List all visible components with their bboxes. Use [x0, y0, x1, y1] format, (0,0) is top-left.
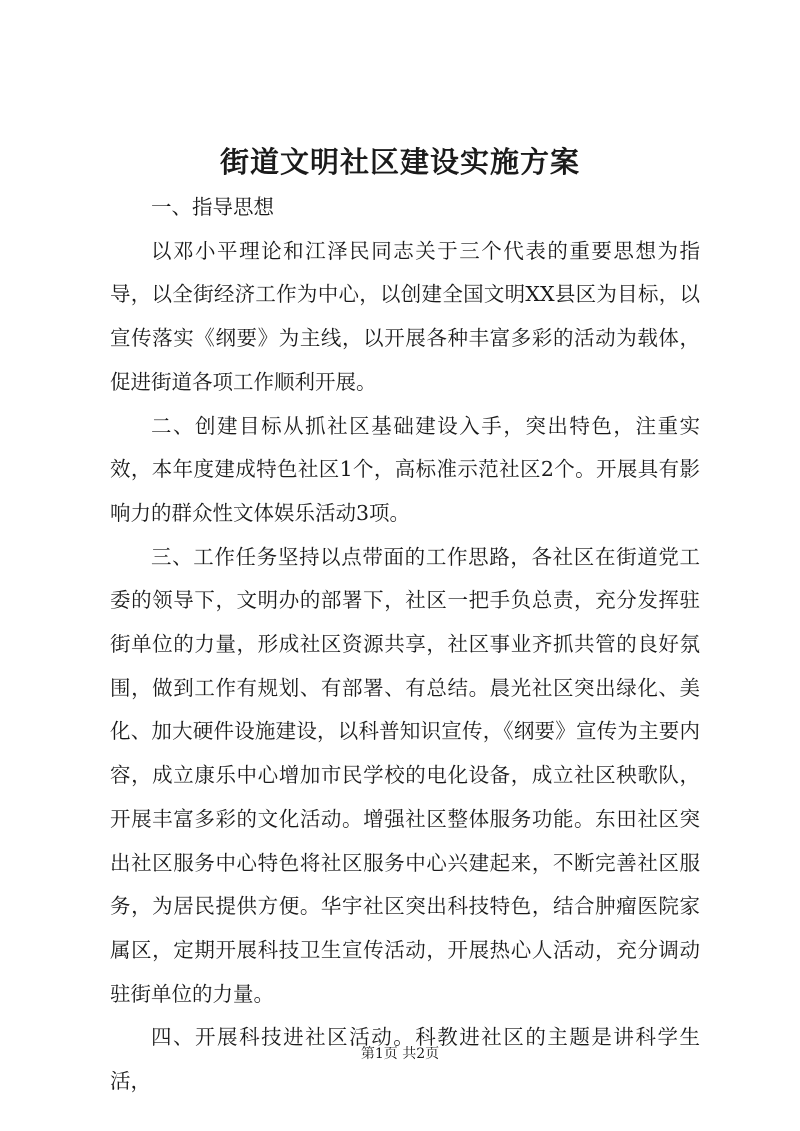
page-footer: 第1页 共2页	[360, 1046, 440, 1062]
document-title: 街道文明社区建设实施方案	[219, 145, 580, 179]
paragraph-science-activities: 四、开展科技进社区活动。科教进社区的主题是讲科学生活，	[110, 1025, 700, 1094]
paragraph-tasks: 三、工作任务坚持以点带面的工作思路，各社区在街道党工委的领导下，文明办的部署下，社区一把手负总责，充分发挥驻街单位的力量，形成社区资源共享，社区事业齐抓共管的良好氛围，做到工作有规划、有部署、有总结。晨光社区突出绿化、美化、加大硬件设施建设，以科普知识宣传，《纲要》宣传为主要内容，成立康乐中心增加市民学校的电化设备，成立社区秧歌队，开展丰富多彩的文化活动。增强社区整体服务功能。东田社区突出社区服务中心特色将社区服务中心兴建起来，不断完善社区服务，为居民提供方便。华宇社区突出科技特色，结合肿瘤医院家属区，定期开展科技卫生宣传活动，开展热心人活动，充分调动驻街单位的力量。	[110, 544, 700, 1006]
paragraph-goals: 二、创建目标从抓社区基础建设入手，突出特色，注重实效，本年度建成特色社区1个，高标准示范社区2个。开展具有影响力的群众性文体娱乐活动3项。	[110, 413, 700, 525]
document-body	[110, 186, 700, 1104]
paragraph-guiding-ideology: 以邓小平理论和江泽民同志关于三个代表的重要思想为指导，以全街经济工作为中心，以创建全国文明XX县区为目标，以宣传落实《纲要》为主线，以开展各种丰富多彩的活动为载体，促进街道各项工作顺利开展。	[110, 238, 700, 394]
section-heading-guiding-ideology: 一、指导思想	[151, 195, 274, 219]
